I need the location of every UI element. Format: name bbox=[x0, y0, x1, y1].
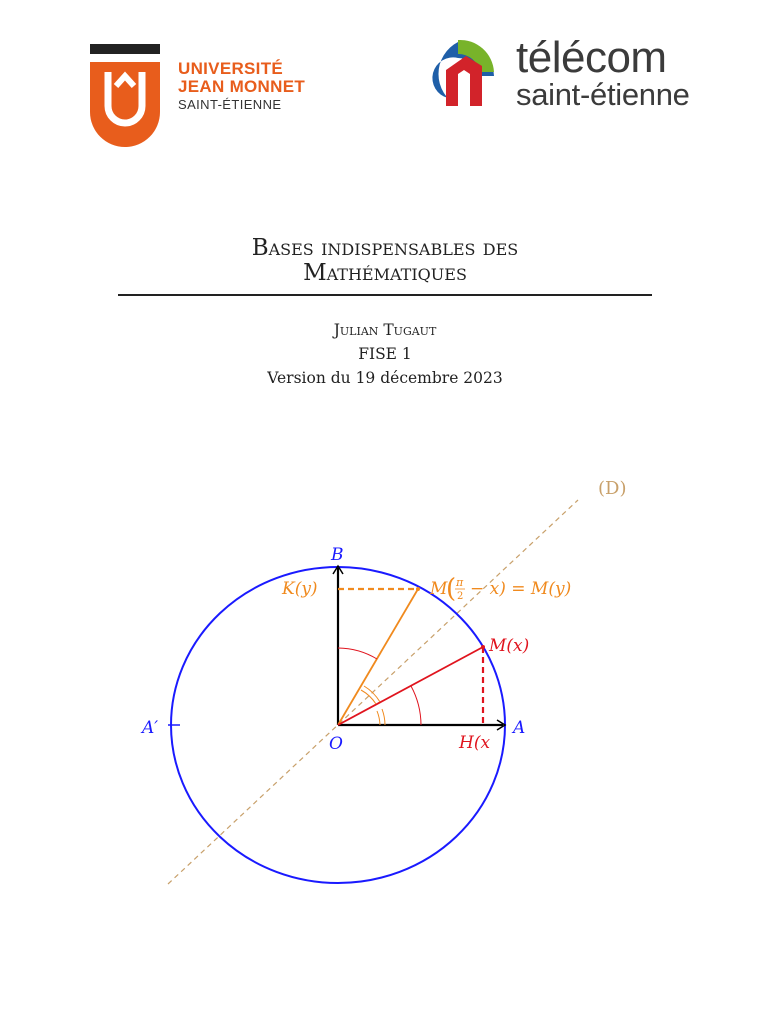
author-name: Julian Tugaut bbox=[333, 321, 437, 339]
segment-om-pi2 bbox=[338, 589, 418, 725]
label-m-two: 2 bbox=[457, 591, 464, 602]
ujm-logo-bar bbox=[90, 44, 160, 54]
label-a-prime: A′ bbox=[142, 718, 159, 738]
program-name: FISE 1 bbox=[358, 345, 412, 363]
label-b: B bbox=[331, 545, 344, 565]
label-d: (D) bbox=[598, 478, 627, 499]
label-mx: M(x) bbox=[489, 636, 530, 656]
label-m-suffix: − x) = M(y) bbox=[470, 579, 572, 599]
label-m-pi2 bbox=[429, 574, 571, 604]
label-k: K(y) bbox=[282, 579, 318, 599]
title-line-2: Mathématiques bbox=[303, 260, 467, 286]
ujm-line-2: JEAN MONNET bbox=[178, 77, 306, 96]
svg-text:(: ( bbox=[446, 574, 457, 604]
telecom-wordmark bbox=[516, 33, 690, 112]
ujm-line-3: SAINT-ÉTIENNE bbox=[178, 97, 282, 112]
telecom-line-2: saint-étienne bbox=[516, 77, 690, 112]
label-m-pi: π bbox=[456, 576, 464, 589]
title-rule bbox=[118, 294, 652, 296]
ujm-wordmark bbox=[178, 60, 305, 111]
label-m-prefix: M bbox=[430, 579, 448, 599]
label-a: A bbox=[513, 718, 526, 738]
version-date: Version du 19 décembre 2023 bbox=[267, 369, 503, 387]
author-block bbox=[118, 318, 652, 390]
trig-circle-figure bbox=[0, 440, 768, 910]
telecom-line-1: télécom bbox=[516, 33, 667, 82]
line-d bbox=[168, 500, 578, 884]
angle-arc-x bbox=[411, 686, 421, 725]
title-line-1: Bases indispensables des bbox=[251, 235, 519, 261]
label-o: O bbox=[329, 734, 343, 754]
label-h: H(x bbox=[459, 733, 491, 753]
ujm-line-1: UNIVERSITÉ bbox=[178, 59, 284, 78]
angle-arc-pi2-x bbox=[338, 648, 377, 659]
segment-om-x bbox=[338, 647, 483, 725]
document-title bbox=[118, 236, 652, 286]
